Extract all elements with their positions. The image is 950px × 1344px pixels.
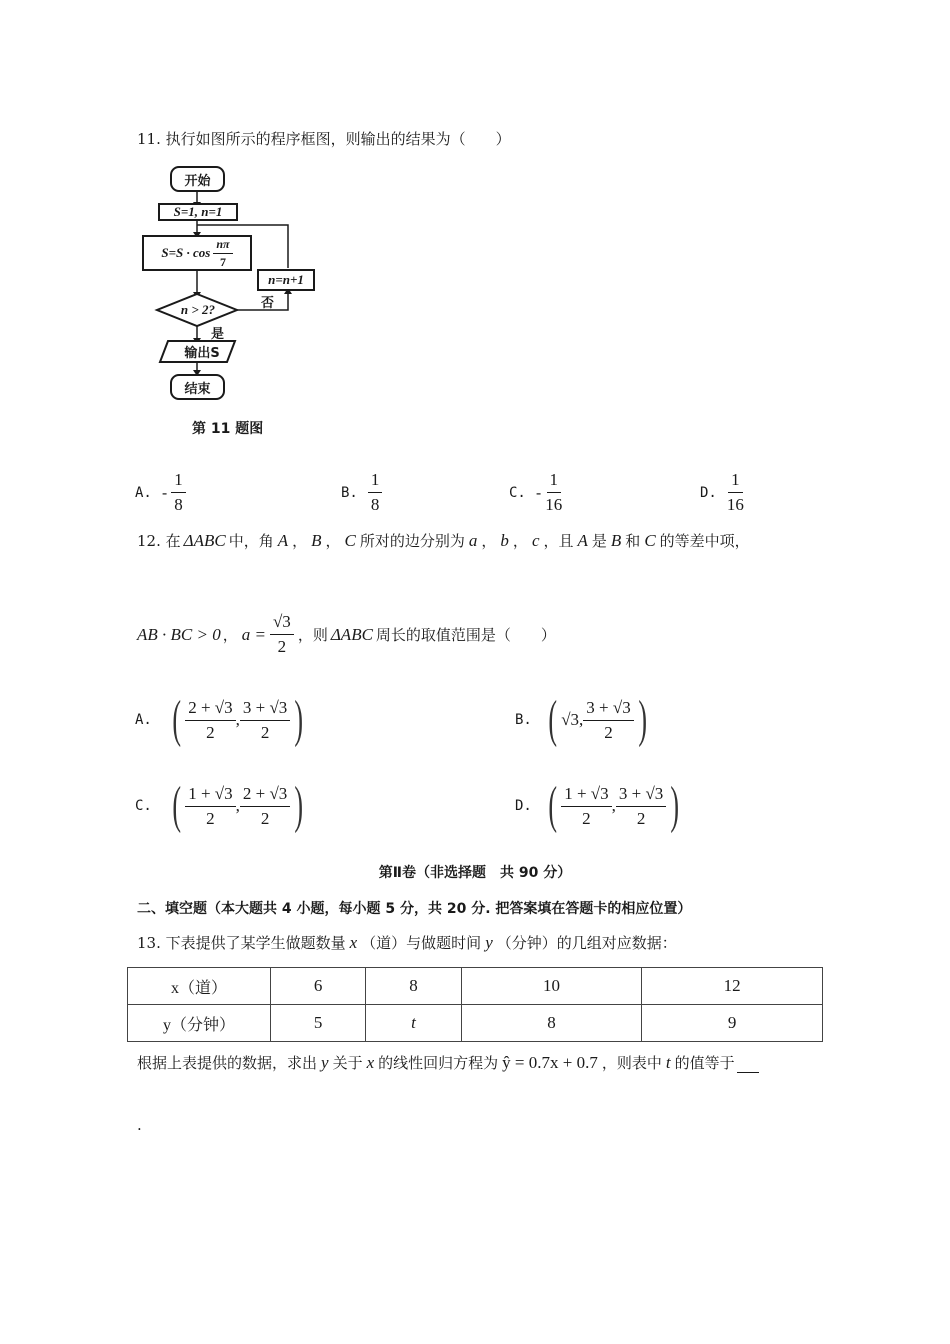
table-cell: t (366, 1005, 461, 1042)
flow-init: S=1, n=1 (158, 203, 238, 221)
q11-option-d[interactable]: D. $\frac{1}{16}$ (700, 470, 744, 514)
q11-option-b[interactable]: B. $\frac{1}{8}$ (341, 470, 382, 515)
table-cell: x（道） (128, 968, 271, 1005)
q12-option-a[interactable]: A. ( $\frac{2 + √3}{2}$ , $\frac{3 + √3}{2}$ ) (135, 691, 304, 748)
answer-blank[interactable] (737, 1054, 759, 1073)
section-heading: 二、填空题（本大题共 4 小题，每小题 5 分，共 20 分. 把答案填在答题卡的相应位置） (137, 901, 692, 917)
q11-caption: 第 11 题图 (192, 421, 264, 437)
table-row (128, 1005, 823, 1042)
flow-assign: S=S · cos $\frac{n\pi}{7}$ (142, 235, 252, 271)
flow-start: 开始 (170, 166, 225, 192)
table-cell: 8 (461, 1005, 642, 1042)
q13-end-mark: . (137, 1116, 142, 1134)
q12-stem-line2: AB · BC > 0 ， a = $\frac{√3}{2}$ ，则 ΔABC 周长的取值范围是（ ） (137, 612, 556, 656)
flow-condition: n > 2? (180, 302, 216, 317)
q11-stem: 11. 执行如图所示的程序框图，则输出的结果为（ ） (137, 130, 511, 148)
table-cell: 8 (366, 968, 461, 1005)
flow-no-label: 否 (261, 296, 275, 311)
data-table (127, 967, 823, 1042)
q12-a-fraction: $\frac{√3}{2}$ (270, 612, 294, 657)
table-row (128, 968, 823, 1005)
flow-yes-label: 是 (211, 327, 225, 342)
part2-title: 第Ⅱ卷（非选择题 共 90 分） (378, 865, 572, 881)
table-cell: 10 (461, 968, 642, 1005)
q11-option-a-fraction: $\frac{1}{8}$ (171, 470, 186, 515)
table-cell: 12 (642, 968, 823, 1005)
q11-option-a[interactable]: A. - $\frac{1}{8}$ (135, 470, 186, 515)
q12-option-c[interactable]: C. ( $\frac{1 + √3}{2}$ , $\frac{2 + √3}{2}$ ) (135, 777, 304, 834)
table-cell: 6 (271, 968, 366, 1005)
q11-option-c[interactable]: C. - $\frac{1}{16}$ (509, 470, 563, 514)
table-cell: 9 (642, 1005, 823, 1042)
q13-stem: 13. 下表提供了某学生做题数量 x （道）与做题时间 y （分钟）的几组对应数据： (137, 933, 677, 952)
table-cell: 5 (271, 1005, 366, 1042)
flow-increment: n=n+1 (257, 269, 315, 291)
flow-assign-fraction: $\frac{n\pi}{7}$ (213, 238, 232, 269)
q12-stem-line1: 12. 在 ΔABC 中，角 A ， B ， C 所对的边分别为 a ， b ， c ，且 A 是 B 和 C 的等差中项， (137, 531, 750, 550)
q13-tail: 根据上表提供的数据，求出 y 关于 x 的线性回归方程为 ŷ = 0.7x + 0.7 ，则表中 t 的值等于 (137, 1052, 759, 1073)
q12-option-b[interactable]: B. ( √3, $\frac{3 + √3}{2}$ ) (515, 691, 647, 748)
q11-option-d-fraction: $\frac{1}{16}$ (726, 470, 744, 514)
flow-end: 结束 (170, 374, 225, 400)
q11-option-c-fraction: $\frac{1}{16}$ (545, 470, 563, 514)
table-cell: y（分钟） (128, 1005, 271, 1042)
q11-option-b-fraction: $\frac{1}{8}$ (368, 470, 383, 515)
flow-output: 输出S (184, 346, 220, 361)
q12-option-d[interactable]: D. ( $\frac{1 + √3}{2}$ , $\frac{3 + √3}{2}$ ) (515, 777, 680, 834)
